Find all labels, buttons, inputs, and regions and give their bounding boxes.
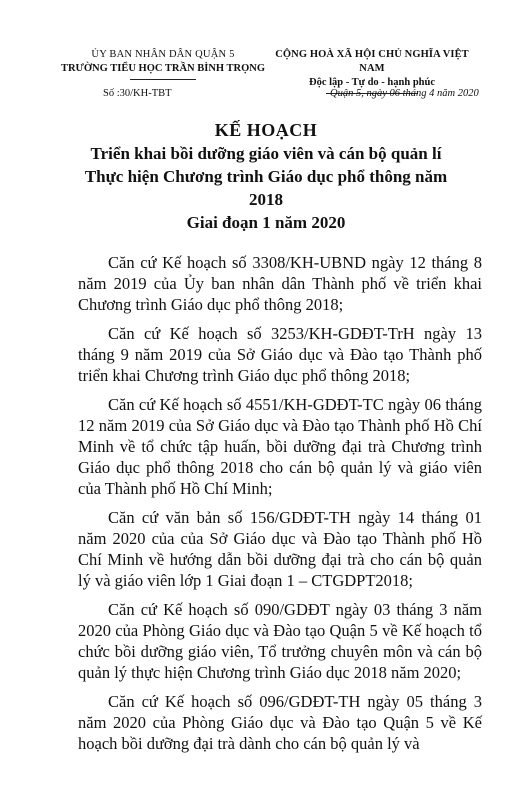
body-paragraph: Căn cứ Kế hoạch số 3308/KH-UBND ngày 12 tháng 8 năm 2019 của Ủy ban nhân dân Thành phố về triển khai Chương trình Giáo dục phổ thông 2018; (78, 253, 482, 314)
body-paragraph: Căn cứ Kế hoạch số 4551/KH-GDĐT-TC ngày 06 tháng 12 năm 2019 của Sở Giáo dục và Đào tạo Thành phố Hồ Chí Minh về tổ chức tập huấn, bồi dưỡng đại trà Chương trình Giáo dục phổ thông 2018 cho cán bộ quản lý và giáo viên của Thành phố Hồ Chí Minh; (78, 395, 482, 498)
title-line-2: Thực hiện Chương trình Giáo dục phổ thông năm (84, 167, 448, 186)
issuing-authority-block (58, 48, 268, 80)
document-body (78, 252, 482, 762)
body-paragraph: Căn cứ văn bản số 156/GDĐT-TH ngày 14 tháng 01 năm 2020 của của Sở Giáo dục và Đào tạo Thành phố Hồ Chí Minh về hướng dẫn bồi dưỡng đại trà cho cán bộ quản lý và giáo viên lớp 1 Giai đoạn 1 – CTGDPT2018; (78, 508, 482, 590)
document-number: Số :30/KH-TBT (103, 88, 172, 99)
title-line-3: 2018 (249, 190, 283, 209)
header-underline-left (130, 79, 196, 80)
authority-name: ỦY BAN NHÂN DÂN QUẬN 5 (91, 49, 235, 60)
body-paragraph: Căn cứ Kế hoạch số 3253/KH-GDĐT-TrH ngày 13 tháng 9 năm 2019 của Sở Giáo dục và Đào tạo Thành phố triển khai Chương trình Giáo dục phổ thông 2018; (78, 324, 482, 385)
document-date: Quận 5, ngày 06 tháng 4 năm 2020 (330, 88, 479, 99)
body-paragraph: Căn cứ Kế hoạch số 090/GDĐT ngày 03 tháng 3 năm 2020 của Phòng Giáo dục và Đào tạo Quận 5 về Kế hoạch tổ chức bồi dưỡng giáo viên, Tổ trưởng chuyên môn và cán bộ quản lý thực hiện Chương trình Giáo dục 2018 năm 2020; (78, 600, 482, 682)
school-name: TRƯỜNG TIỂU HỌC TRẦN BÌNH TRỌNG (60, 63, 266, 74)
national-title: CỘNG HOÀ XÃ HỘI CHỦ NGHĨA VIỆT NAM (275, 49, 469, 74)
document-title-block (40, 118, 492, 234)
body-paragraph: Căn cứ Kế hoạch số 096/GDĐT-TH ngày 05 tháng 3 năm 2020 của Phòng Giáo dục và Đào tạo Quận 5 về Kế hoạch bồi dưỡng đại trà dành cho cán bộ quản lý và (78, 692, 482, 753)
document-type-title: KẾ HOẠCH (214, 120, 318, 140)
title-line-1: Triển khai bồi dưỡng giáo viên và cán bộ quản lí (90, 144, 442, 163)
national-motto: Độc lập - Tự do - hạnh phúc (308, 77, 436, 88)
title-line-4: Giai đoạn 1 năm 2020 (186, 213, 346, 232)
